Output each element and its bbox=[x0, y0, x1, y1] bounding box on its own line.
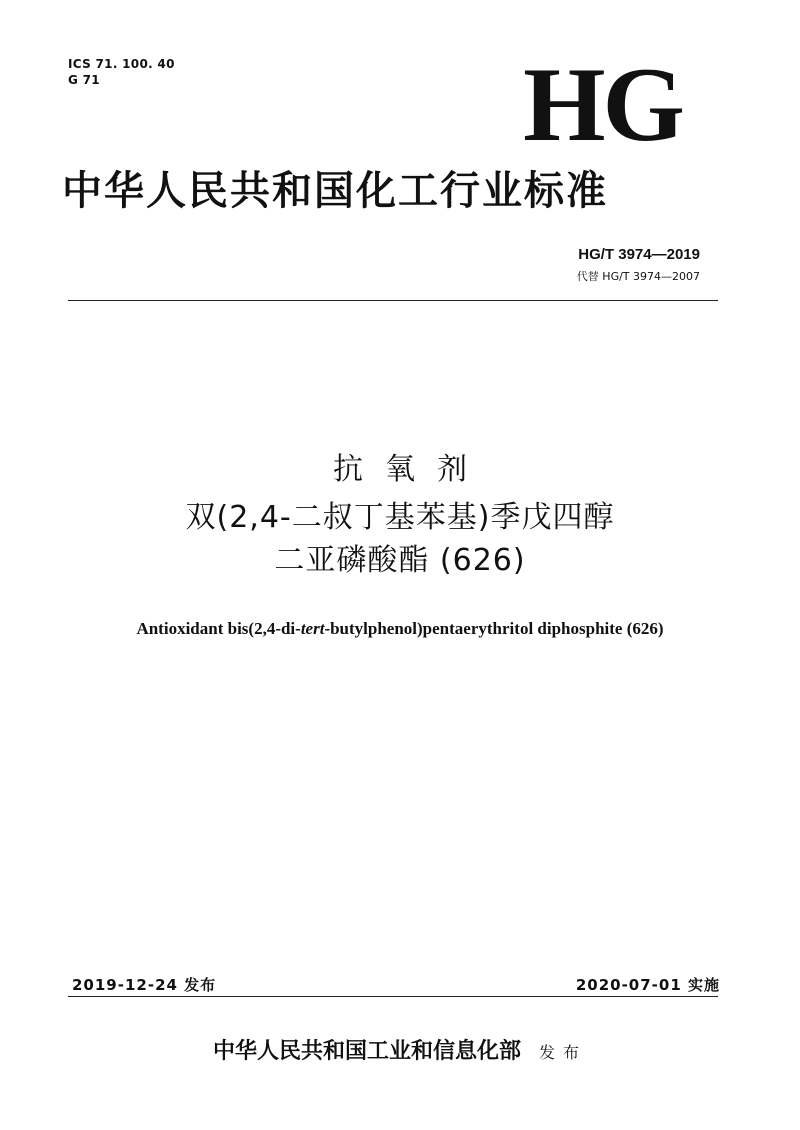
hg-logo: HG bbox=[523, 46, 682, 163]
publisher-line bbox=[0, 1036, 800, 1068]
english-title-italic: tert bbox=[300, 619, 325, 638]
english-title-part-2: -butylphenol)pentaerythritol diphosphite (626) bbox=[324, 619, 664, 638]
chinese-title-line-1: 抗氧剂 bbox=[333, 452, 489, 487]
chinese-title-line-2: 双(2,4-二叔丁基苯基)季戊四醇 bbox=[185, 500, 615, 535]
replaces-standard: 代替 HG/T 3974—2007 bbox=[576, 270, 700, 283]
top-divider bbox=[68, 300, 718, 301]
implementation-date: 2020-07-01 实施 bbox=[575, 976, 720, 994]
english-title-part-1: Antioxidant bis(2,4-di- bbox=[136, 619, 301, 638]
standard-number: HG/T 3974—2019 bbox=[578, 246, 700, 263]
chinese-title-line-3: 二亚磷酸酯 (626) bbox=[274, 543, 526, 578]
standard-category-title: 中华人民共和国化工行业标准 bbox=[62, 167, 608, 214]
issue-date: 2019-12-24 发布 bbox=[72, 976, 217, 994]
ics-code: ICS 71. 100. 40 bbox=[68, 57, 175, 71]
publisher-name: 中华人民共和国工业和信息化部 bbox=[212, 1038, 521, 1064]
bottom-divider bbox=[68, 996, 718, 997]
publisher-suffix: 发布 bbox=[539, 1043, 588, 1062]
classification-codes bbox=[68, 56, 175, 88]
ccs-code: G 71 bbox=[68, 73, 100, 87]
english-title bbox=[0, 618, 800, 640]
